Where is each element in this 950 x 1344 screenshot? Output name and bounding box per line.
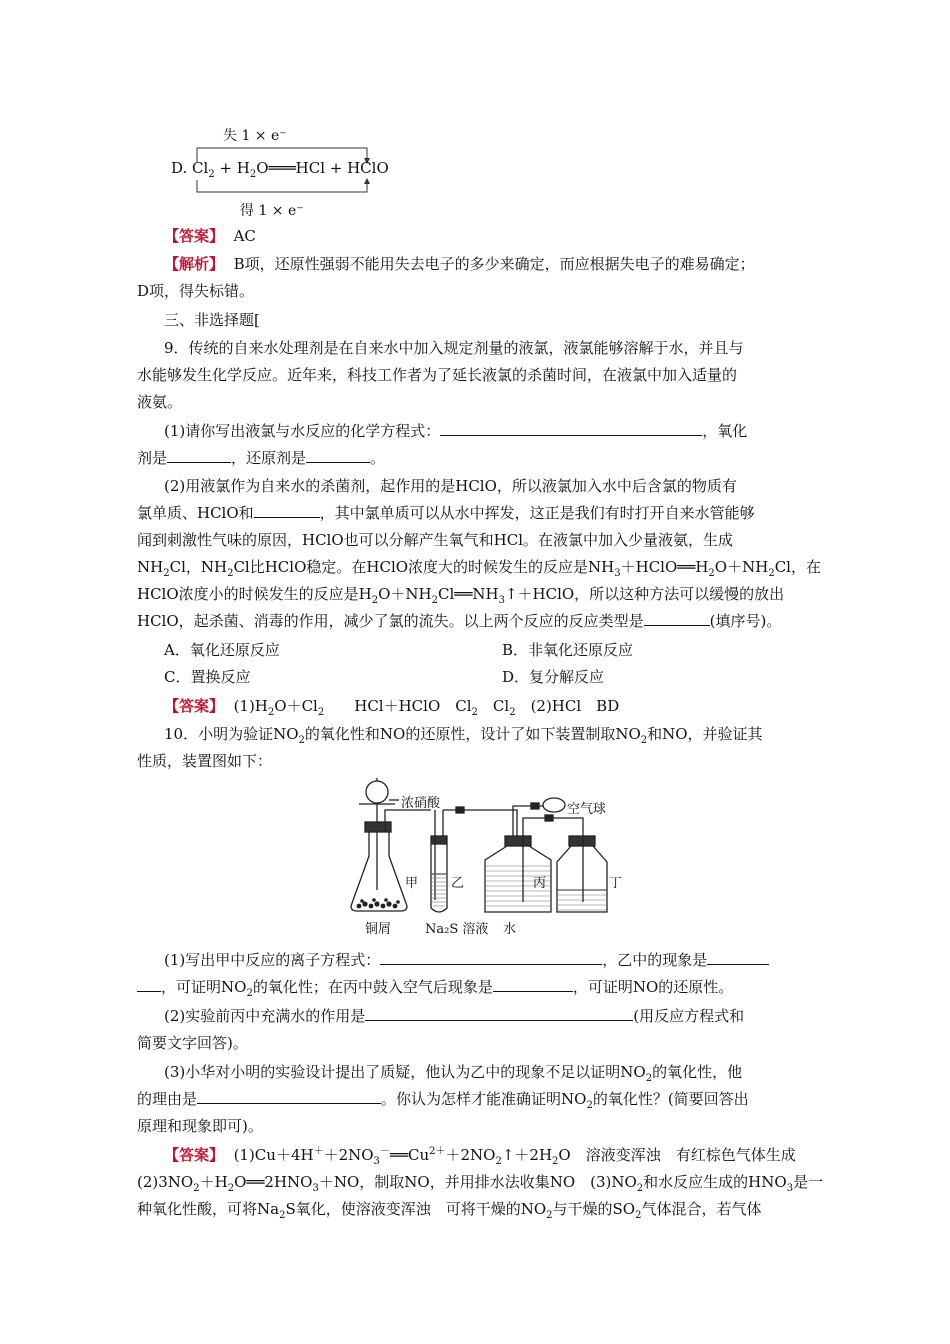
answer-blank[interactable] bbox=[137, 977, 161, 992]
answer-q8: 【答案】 AC bbox=[164, 227, 256, 245]
answer-blank[interactable] bbox=[197, 1089, 381, 1104]
answer-q10-line1: 【答案】 $(1)Cu+4H^++2NO_3^-══Cu^{2+}+2NO_2↑+2H_2O$ 溶液变浑浊 有红棕色气体生成 bbox=[164, 1146, 796, 1167]
q9-part2-line1: (2)用液氯作为自来水的杀菌剂，起作用的是HClO，所以液氯加入水中后含氯的物质有 bbox=[164, 477, 737, 495]
q10-part3-line2: 的理由是 。你认为怎样才能准确证明$NO_2$的氧化性？(简要回答出 bbox=[137, 1090, 749, 1111]
answer-blank[interactable] bbox=[306, 448, 370, 463]
q9-part1-cont: 剂是 ，还原剂是 。 bbox=[137, 449, 386, 467]
q9-line1: 9．传统的自来水处理剂是在自来水中加入规定剂量的液氯，液氯能够溶解于水，并且与 bbox=[164, 339, 744, 357]
q9-part2-line4: $NH_2Cl$，$NH_2Cl$比HClO稳定。在HClO浓度大的时候发生的反应是$NH_3+HClO══H_2O+NH_2Cl$，在 bbox=[137, 558, 821, 579]
option-c: C．置换反应 bbox=[164, 668, 251, 686]
answer-q10-line2: $(2)3NO_2+H_2O══2HNO_3+NO$，制取NO，并用排水法收集NO $(3)NO_2$和水反应生成的$HNO_3$是一 bbox=[137, 1173, 824, 1194]
fig-na2s-label: Na₂S 溶液 bbox=[425, 922, 489, 937]
fig-bottle-bing: 丙 bbox=[533, 876, 547, 891]
q10-part2-line1: (2)实验前丙中充满水的作用是 (用反应方程式和 bbox=[164, 1007, 745, 1025]
fig-airball-label: 空气球 bbox=[567, 802, 607, 817]
option-b: B．非氧化还原反应 bbox=[502, 641, 634, 659]
q9-options-row2 bbox=[164, 667, 804, 687]
q10-line2: 性质，装置图如下： bbox=[137, 752, 273, 770]
q9-part1: (1)请你写出液氯与水反应的化学方程式： ，氧化 bbox=[164, 422, 748, 440]
option-d: D．复分解反应 bbox=[502, 668, 605, 686]
q10-line1: 10．小明为验证$NO_2$的氧化性和NO的还原性，设计了如下装置制取$NO_2$和NO，并验证其 bbox=[164, 725, 763, 746]
fig-water-label: 水 bbox=[503, 922, 517, 937]
q9-line2: 水能够发生化学反应。近年来，科技工作者为了延长液氯的杀菌时间，在液氯中加入适量的 bbox=[137, 366, 738, 384]
answer-blank[interactable] bbox=[380, 950, 602, 965]
q10-part2-line2: 简要文字回答)。 bbox=[137, 1034, 248, 1052]
lose-electron-label: 失 1 × e⁻ bbox=[223, 128, 287, 144]
answer-blank[interactable] bbox=[440, 421, 702, 436]
q9-options-row1 bbox=[164, 640, 804, 660]
answer-blank[interactable] bbox=[254, 503, 320, 518]
q9-part2-line2: 氯单质、HClO和 ，其中氯单质可以从水中挥发，这正是我们有时打开自来水管能够 bbox=[137, 504, 755, 522]
answer-blank[interactable] bbox=[644, 611, 710, 626]
section-heading: 三、非选择题[ bbox=[164, 311, 260, 329]
answer-q9: 【答案】 $(1)H_2O+Cl_2$ HCl＋HClO $Cl_2$ $Cl_2$ (2)HCl BD bbox=[164, 697, 620, 718]
q9-line3: 液氨。 bbox=[137, 393, 183, 411]
fig-tube-yi: 乙 bbox=[451, 876, 465, 891]
gain-electron-label: 得 1 × e⁻ bbox=[240, 203, 304, 219]
explanation-q8-cont: D项，得失标错。 bbox=[137, 282, 255, 300]
q10-part1-line2: ，可证明$NO_2$的氧化性；在丙中鼓入空气后现象是 ，可证明NO的还原性。 bbox=[137, 977, 733, 997]
apparatus-figure bbox=[345, 778, 645, 938]
q10-part3-line3: 原理和现象即可)。 bbox=[137, 1117, 263, 1135]
answer-blank[interactable] bbox=[707, 950, 769, 965]
option-a: A．氧化还原反应 bbox=[164, 641, 280, 659]
q9-part2-line3: 闻到刺激性气味的原因，HClO也可以分解产生氧气和HCl。在液氯中加入少量液氨，生成 bbox=[137, 531, 734, 549]
equation-d: D. $Cl_2$ + $H_2O═══HCl$ + HClO bbox=[171, 159, 389, 180]
q9-part2-line5: HClO浓度小的时候发生的反应是$H_2O+NH_2Cl══NH_3↑+HClO$，所以这种方法可以缓慢的放出 bbox=[137, 585, 785, 606]
fig-flask-jia: 甲 bbox=[405, 876, 419, 891]
answer-blank[interactable] bbox=[167, 448, 231, 463]
answer-blank[interactable] bbox=[493, 977, 573, 992]
explanation-q8: 【解析】 B项，还原性强弱不能用失去电子的多少来确定，而应根据失电子的难易确定； bbox=[164, 255, 755, 273]
q9-part2-line6: HClO，起杀菌、消毒的作用，减少了氯的流失。以上两个反应的反应类型是 (填序号)。 bbox=[137, 612, 782, 630]
fig-bottle-ding: 丁 bbox=[609, 876, 623, 891]
answer-blank[interactable] bbox=[365, 1006, 633, 1021]
fig-copper-label: 铜屑 bbox=[365, 922, 392, 937]
q10-part1-line1: (1)写出甲中反应的离子方程式： ，乙中的现象是 bbox=[164, 950, 769, 970]
answer-q10-line3: 种氧化性酸，可将$Na_2S$氧化，使溶液变浑浊 可将干燥的$NO_2$与干燥的$SO_2$气体混合，若气体 bbox=[137, 1200, 762, 1221]
fig-acid-label: 浓硝酸 bbox=[401, 796, 441, 811]
q10-part3-line1: (3)小华对小明的实验设计提出了质疑，他认为乙中的现象不足以证明$NO_2$的氧化性，他 bbox=[164, 1063, 743, 1084]
